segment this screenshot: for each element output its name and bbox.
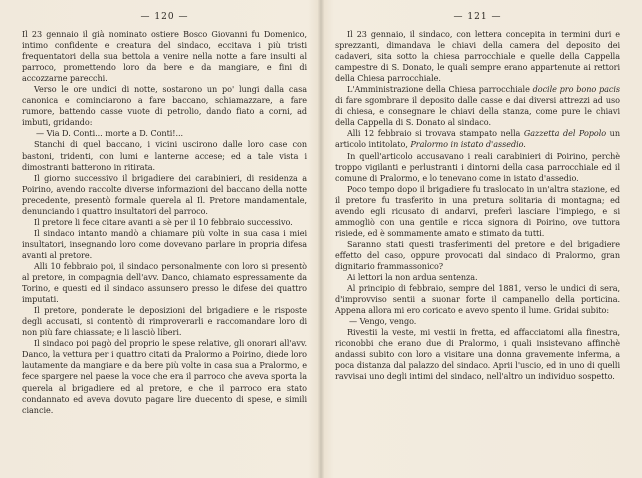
- italic-title: Pralormo in istato d'assedio.: [410, 139, 526, 150]
- italic-title: Gazzetta del Popolo: [523, 128, 607, 139]
- paragraph: Il pretore, ponderate le deposizioni del brigadiere e le risposte degli accusati, si contentò di rimproverarli e raccomandare loro di non più fare chiassate; e li lasciò liberi.: [22, 305, 307, 338]
- text-segment: Alli 12 febbraio si trovava stampato nella: [347, 128, 524, 139]
- paragraph: Il sindaco poi pagò del proprio le spese relative, gli onorari all'avv. Danco, la vettura per i quattro citati da Pralormo a Poirino, diede loro lautamente da mangiare e da bere più volte in casa sua a Pralormo, e fece spargere nel paese la voce che era il parroco che aveva sporta la querela al brigadiere ed al pretore, e che il parroco era stato condannato ed aveva dovuto pagare lire duecento di spese, e simili ciancie.: [22, 338, 307, 415]
- paragraph: Stanchi di quel baccano, i vicini uscirono dalle loro case con bastoni, tridenti, con lumi e lanterne accese; ed a tale vista i dimostranti batterono in ritirata.: [22, 139, 307, 172]
- text-segment: di fare sgombrare il deposito dalle casse e dai diversi attrezzi ad uso di chiesa, e consegnare le chiavi della stanza, come pure le chiavi della Cappella di S. Donato al sindaco.: [335, 95, 620, 128]
- paragraph: [335, 128, 620, 150]
- paragraph: In quell'articolo accusavano i reali carabinieri di Poirino, perchè troppo vigilanti e perlustranti i dintorni della casa parrocchiale ed il comune di Pralormo, e lo tenevano come in istato d'assedio.: [335, 150, 620, 183]
- right-page: [321, 0, 642, 478]
- paragraph: [335, 84, 620, 128]
- paragraph: Ai lettori la non ardua sentenza.: [347, 272, 478, 283]
- text-segment: L'Amministrazione della Chiesa parrocchiale: [347, 84, 533, 95]
- left-page-text: [22, 29, 307, 416]
- paragraph: Alli 10 febbraio poi, il sindaco personalmente con loro si presentò al pretore, in compagnia dell'avv. Danco, chiamato espressamente da Torino, e questi ed il sindaco assunsero presso le difese dei quattro imputati.: [22, 260, 307, 305]
- paragraph: Rivestii la veste, mi vestii in fretta, ed affacciatomi alla finestra, riconobbi che erano due di Pralormo, i quali insistevano affinchè andassi subito con loro a visitare una donna gravemente inferma, a poca distanza dal palazzo del sindaco. Aprii l'uscio, ed in uno di quelli ravvisai uno degli intimi del sindaco, nell'altro un individuo sospetto.: [335, 327, 620, 382]
- paragraph: Il giorno successivo il brigadiere dei carabinieri, di residenza a Poirino, avendo raccolte diverse informazioni del baccano della notte precedente, presentò formale querela al Il. Pretore mandamentale, denunciando i quattro insultatori del parroco.: [22, 172, 307, 216]
- text-segment: un articolo intitolato,: [335, 128, 621, 150]
- page-number-left: — 120 —: [140, 12, 189, 22]
- page-number-right: — 121 —: [453, 12, 502, 22]
- paragraph: Al principio di febbraio, sempre del 1881, verso le undici di sera, d'improvviso sentii a suonar forte il campanello della porticina. Appena allora mi ero coricato e avevo spento il lume. Gridai subito:: [335, 283, 620, 316]
- right-page-text: [335, 29, 620, 383]
- paragraph: Il pretore li fece citare avanti a sè per il 10 febbraio successivo.: [34, 216, 293, 227]
- paragraph: Saranno stati questi trasferimenti del pretore e del brigadiere effetto del caso, oppure provocati dal sindaco di Pralormo, gran dignitario frammassonico?: [335, 238, 620, 271]
- paragraph: Il 23 gennaio, il sindaco, con lettera concepita in termini duri e sprezzanti, dimandava le chiavi della camera del deposito dei cadaveri, sita sotto la chiesa parrocchiale e quelle della Cappella campestre di S. Donato, le quali sempre erano appartenute ai rettori della Chiesa parrocchiale.: [335, 29, 620, 84]
- paragraph: Verso le ore undici di notte, sostarono un po' lungi dalla casa canonica e cominciarono a fare baccano, schiamazzare, a fare rumore, battendo casse vuote di petrolio, dando fiato a corni, ad imbuti, gridando:: [22, 84, 307, 128]
- paragraph: — Vengo, vengo.: [349, 316, 417, 327]
- paragraph: Poco tempo dopo il brigadiere fu traslocato in un'altra stazione, ed il pretore fu trasferito in una pretura solitaria di montagna; ed avendo egli ricusato di andarvi, preferì lasciare l'impiego, e si ammogliò con una gentile e ricca signora di Poirino, ove tuttora risiede, ed è sommamente amato e stimato da tutti.: [335, 183, 620, 238]
- paragraph: Il 23 gennaio il già nominato ostiere Bosco Giovanni fu Domenico, intimo confidente e creatura del sindaco, eccitava i più tristi frequentatori della sua bettola a venire nella notte a fare insulti al parroco, promettendo loro da bere e da mangiare, e fini di accozzarne parecchi.: [22, 29, 307, 84]
- italic-title: docile pro bono pacis: [532, 84, 621, 95]
- paragraph: — Via D. Conti... morte a D. Conti!...: [36, 128, 184, 139]
- paragraph: Il sindaco intanto mandò a chiamare più volte in sua casa i miei insultatori, insegnando loro come dovevano parlare in propria difesa avanti al pretore.: [22, 227, 307, 260]
